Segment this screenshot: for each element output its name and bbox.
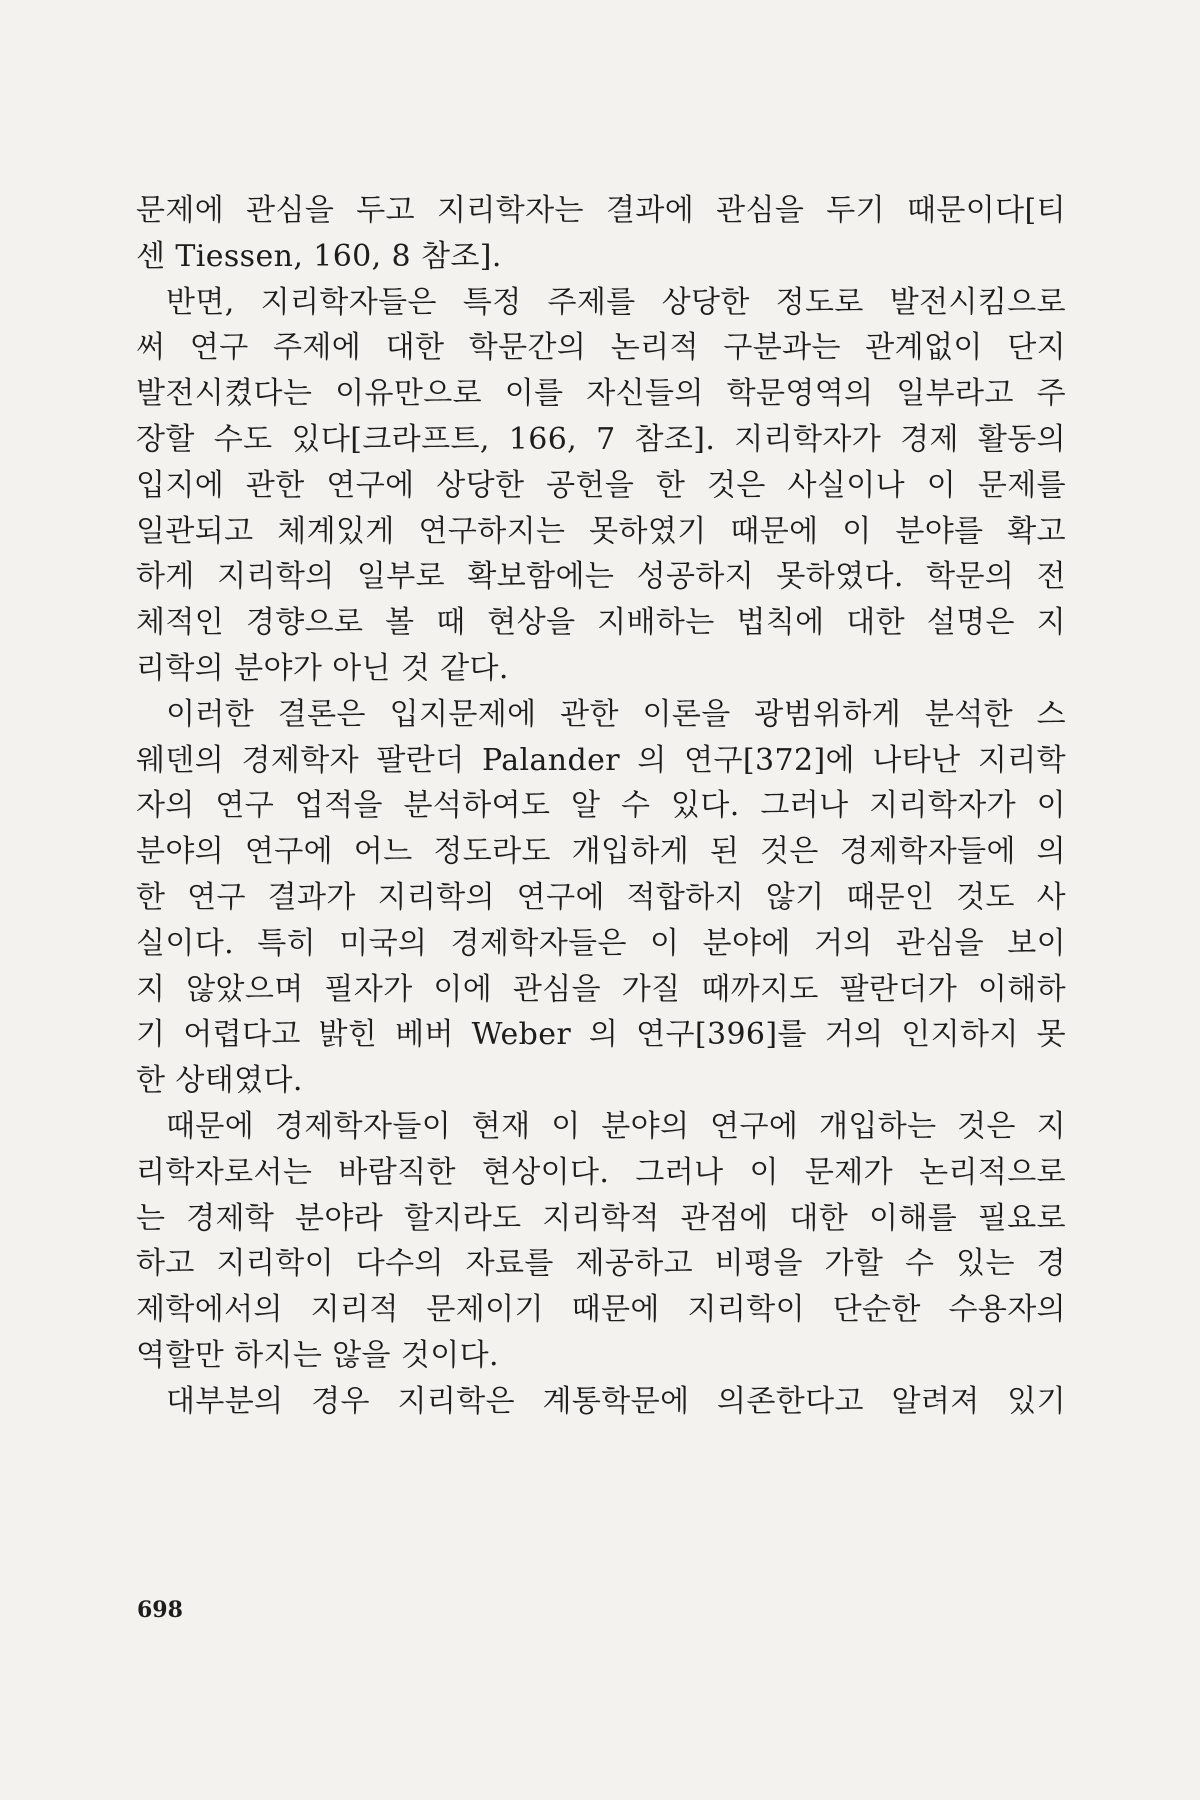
text-line: 입지에 관한 연구에 상당한 공헌을 한 것은 사실이나 이 문제를 [136,467,1066,503]
text-line: 한 상태였다. [136,1063,303,1099]
text-line: 실이다. 특히 미국의 경제학자들은 이 분야에 거의 관심을 보이 [136,925,1066,961]
text-line: 문제에 관심을 두고 지리학자는 결과에 관심을 두기 때문이다[티 [136,193,1066,228]
text-line: 대부분의 경우 지리학은 계통학문에 의존한다고 알려져 있기 [166,1383,1066,1419]
text-line: 역할만 하지는 않을 것이다. [136,1337,499,1373]
text-line: 장할 수도 있다[크라프트, 166, 7 참조]. 지리학자가 경제 활동의 [136,421,1066,457]
text-line: 하고 지리학이 다수의 자료를 제공하고 비평을 가할 수 있는 경 [136,1246,1066,1282]
text-line: 반면, 지리학자들은 특정 주제를 상당한 정도로 발전시킴으로 [166,284,1066,320]
page-number: 698 [137,1597,183,1623]
text-line: 발전시켰다는 이유만으로 이를 자신들의 학문영역의 일부라고 주 [136,376,1066,412]
text-line: 때문에 경제학자들이 현재 이 분야의 연구에 개입하는 것은 지 [166,1108,1066,1144]
text-line: 써 연구 주제에 대한 학문간의 논리적 구분과는 관계없이 단지 [136,330,1066,366]
text-line: 체적인 경향으로 볼 때 현상을 지배하는 법칙에 대한 설명은 지 [136,605,1066,641]
text-line: 리학자로서는 바람직한 현상이다. 그러나 이 문제가 논리적으로 [136,1154,1066,1190]
text-line: 리학의 분야가 아닌 것 같다. [136,650,509,686]
text-line: 는 경제학 분야라 할지라도 지리학적 관점에 대한 이해를 필요로 [136,1200,1066,1236]
text-line: 센 Tiessen, 160, 8 참조]. [136,238,502,274]
text-line: 자의 연구 업적을 분석하여도 알 수 있다. 그러나 지리학자가 이 [136,788,1066,824]
text-line: 제학에서의 지리적 문제이기 때문에 지리학이 단순한 수용자의 [136,1292,1066,1328]
text-line: 분야의 연구에 어느 정도라도 개입하게 된 것은 경제학자들에 의 [136,834,1066,870]
text-line: 일관되고 체계있게 연구하지는 못하였기 때문에 이 분야를 확고 [136,513,1066,549]
text-line: 웨덴의 경제학자 팔란더 Palander 의 연구[372]에 나타난 지리학 [136,742,1066,778]
text-line: 하게 지리학의 일부로 확보함에는 성공하지 못하였다. 학문의 전 [136,559,1066,595]
text-line: 한 연구 결과가 지리학의 연구에 적합하지 않기 때문인 것도 사 [136,879,1066,915]
text-line: 이러한 결론은 입지문제에 관한 이론을 광범위하게 분석한 스 [166,696,1066,732]
text-line: 기 어렵다고 밝힌 베버 Weber 의 연구[396]를 거의 인지하지 못 [136,1017,1066,1053]
text-line: 지 않았으며 필자가 이에 관심을 가질 때까지도 팔란더가 이해하 [136,971,1066,1007]
body-text [136,188,1066,1425]
